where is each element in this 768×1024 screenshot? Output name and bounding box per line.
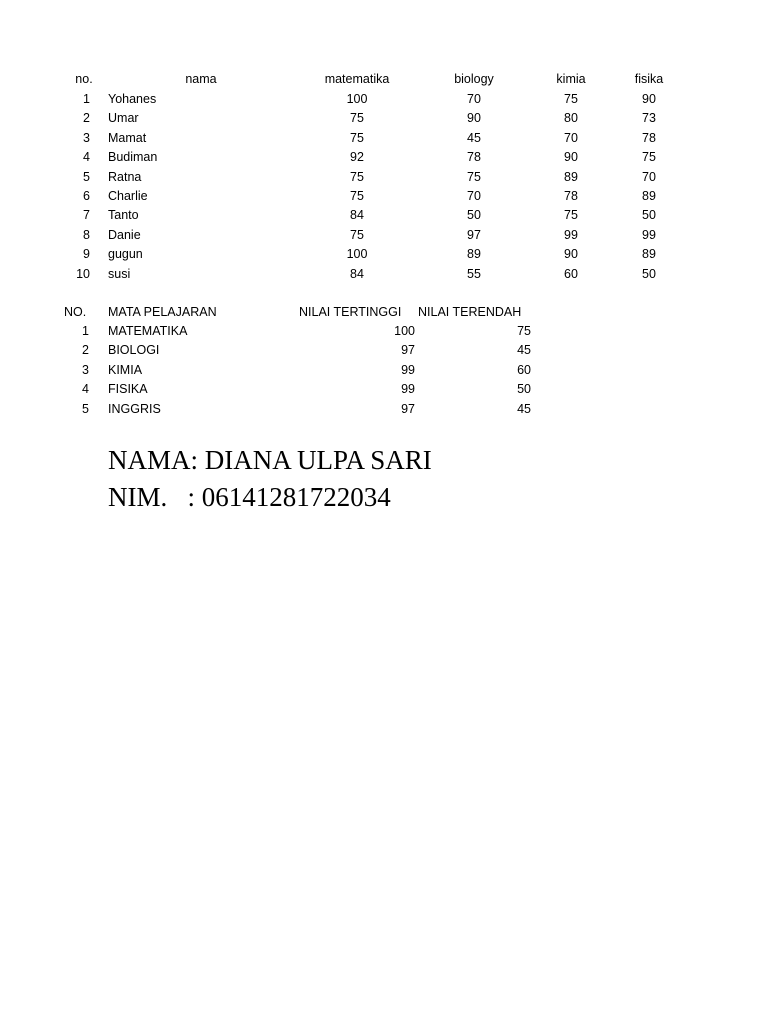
- cell-nama: Danie: [108, 227, 141, 242]
- cell-matematika: 84: [350, 208, 364, 223]
- cell-biology: 89: [467, 247, 481, 262]
- cell-kimia: 60: [564, 266, 578, 281]
- cell-fisika: 89: [642, 189, 656, 203]
- cell-no: 2: [82, 343, 89, 358]
- cell-mata-pelajaran: BIOLOGI: [108, 343, 160, 358]
- cell-no: 2: [83, 111, 90, 126]
- cell-nama: Mamat: [108, 130, 147, 145]
- header-nilai-tertinggi: NILAI TERTINGGI: [299, 305, 402, 319]
- header-nilai-terendah: NILAI TERENDAH: [418, 305, 522, 319]
- cell-nilai-tertinggi: 97: [401, 343, 415, 358]
- cell-no: 5: [82, 401, 89, 416]
- cell-no: 3: [82, 362, 89, 377]
- cell-matematika: 92: [350, 150, 364, 165]
- cell-matematika: 75: [350, 169, 364, 184]
- cell-fisika: 89: [642, 247, 656, 262]
- cell-no: 5: [83, 169, 90, 184]
- cell-fisika: 75: [642, 150, 656, 165]
- cell-mata-pelajaran: KIMIA: [108, 362, 143, 377]
- cell-nama: Umar: [108, 111, 139, 126]
- cell-kimia: 78: [564, 189, 578, 203]
- cell-no: 10: [76, 266, 90, 281]
- cell-fisika: 50: [642, 266, 656, 281]
- cell-biology: 70: [467, 92, 481, 106]
- cell-fisika: 99: [642, 227, 656, 242]
- cell-matematika: 75: [350, 189, 364, 203]
- cell-matematika: 84: [350, 266, 364, 281]
- cell-kimia: 89: [564, 169, 578, 184]
- cell-nilai-tertinggi: 97: [401, 401, 415, 416]
- cell-no: 3: [83, 130, 90, 145]
- cell-nama: susi: [108, 266, 131, 281]
- cell-biology: 50: [467, 208, 481, 223]
- cell-no: 1: [82, 324, 89, 338]
- cell-kimia: 99: [564, 227, 578, 242]
- header-kimia: kimia: [556, 72, 586, 86]
- cell-biology: 55: [467, 266, 481, 281]
- cell-nilai-terendah: 75: [517, 324, 531, 338]
- cell-no: 9: [83, 247, 90, 262]
- cell-kimia: 90: [564, 247, 578, 262]
- cell-nama: Ratna: [108, 169, 142, 184]
- cell-no: 6: [83, 189, 90, 203]
- cell-kimia: 70: [564, 130, 578, 145]
- header-nama: nama: [185, 72, 217, 86]
- cell-nama: Charlie: [108, 189, 148, 203]
- cell-nilai-tertinggi: 99: [401, 362, 415, 377]
- header-no: NO.: [64, 305, 87, 319]
- cell-nilai-terendah: 50: [517, 382, 531, 397]
- cell-fisika: 70: [642, 169, 656, 184]
- cell-nama: gugun: [108, 247, 143, 262]
- student-name: NAMA: DIANA ULPA SARI: [108, 445, 432, 475]
- cell-biology: 70: [467, 189, 481, 203]
- header-no: no.: [75, 72, 93, 86]
- cell-kimia: 75: [564, 208, 578, 223]
- cell-matematika: 75: [350, 130, 364, 145]
- cell-matematika: 100: [346, 92, 368, 106]
- header-fisika: fisika: [634, 72, 664, 86]
- header-matematika: matematika: [324, 72, 390, 86]
- cell-kimia: 75: [564, 92, 578, 106]
- cell-mata-pelajaran: INGGRIS: [108, 401, 161, 416]
- cell-biology: 97: [467, 227, 481, 242]
- cell-nilai-tertinggi: 100: [394, 324, 415, 338]
- cell-no: 8: [83, 227, 90, 242]
- cell-fisika: 90: [642, 92, 656, 106]
- cell-matematika: 75: [350, 111, 364, 126]
- cell-nama: Budiman: [108, 150, 158, 165]
- cell-nama: Tanto: [108, 208, 139, 223]
- cell-biology: 45: [467, 130, 481, 145]
- header-biology: biology: [454, 72, 494, 86]
- cell-nilai-terendah: 45: [517, 401, 531, 416]
- cell-no: 4: [82, 382, 89, 397]
- cell-fisika: 78: [642, 130, 656, 145]
- cell-nama: Yohanes: [108, 92, 157, 106]
- cell-no: 7: [83, 208, 90, 223]
- student-nim: NIM. : 06141281722034: [108, 482, 391, 512]
- cell-nilai-terendah: 45: [517, 343, 531, 358]
- cell-mata-pelajaran: FISIKA: [108, 382, 148, 397]
- cell-kimia: 90: [564, 150, 578, 165]
- cell-fisika: 73: [642, 111, 656, 126]
- cell-nilai-tertinggi: 99: [401, 382, 415, 397]
- header-mata-pelajaran: MATA PELAJARAN: [108, 305, 217, 319]
- cell-nilai-terendah: 60: [517, 362, 531, 377]
- cell-fisika: 50: [642, 208, 656, 223]
- cell-biology: 75: [467, 169, 481, 184]
- cell-biology: 90: [467, 111, 481, 126]
- cell-kimia: 80: [564, 111, 578, 126]
- cell-no: 4: [83, 150, 90, 165]
- cell-mata-pelajaran: MATEMATIKA: [108, 324, 188, 338]
- cell-biology: 78: [467, 150, 481, 165]
- cell-matematika: 100: [346, 247, 368, 262]
- cell-no: 1: [83, 92, 90, 106]
- cell-matematika: 75: [350, 227, 364, 242]
